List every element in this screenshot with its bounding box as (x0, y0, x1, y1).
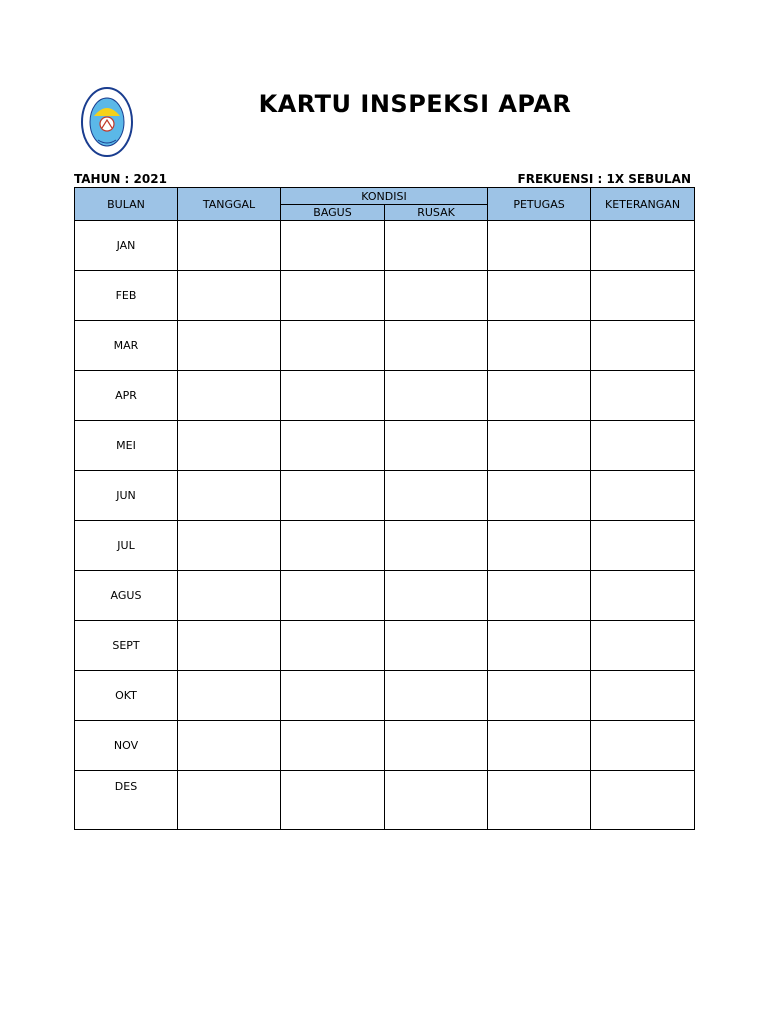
tanggal-cell[interactable] (178, 521, 281, 571)
rusak-cell[interactable] (385, 521, 488, 571)
hospital-logo-emblem-icon (80, 86, 134, 158)
month-cell: JUN (75, 471, 178, 521)
column-header-tanggal: TANGGAL (178, 188, 281, 221)
bagus-cell[interactable] (281, 721, 385, 771)
keterangan-cell[interactable] (591, 271, 695, 321)
tanggal-cell[interactable] (178, 721, 281, 771)
inspection-table (74, 187, 695, 830)
column-header-keterangan: KETERANGAN (591, 188, 695, 221)
tanggal-cell[interactable] (178, 371, 281, 421)
keterangan-cell[interactable] (591, 721, 695, 771)
petugas-cell[interactable] (488, 471, 591, 521)
bagus-cell[interactable] (281, 771, 385, 830)
bagus-cell[interactable] (281, 421, 385, 471)
rusak-cell[interactable] (385, 471, 488, 521)
rusak-cell[interactable] (385, 421, 488, 471)
tanggal-cell[interactable] (178, 671, 281, 721)
rusak-cell[interactable] (385, 571, 488, 621)
month-cell: JAN (75, 221, 178, 271)
keterangan-cell[interactable] (591, 621, 695, 671)
month-cell: JUL (75, 521, 178, 571)
tanggal-cell[interactable] (178, 571, 281, 621)
rusak-cell[interactable] (385, 721, 488, 771)
keterangan-cell[interactable] (591, 771, 695, 830)
keterangan-cell[interactable] (591, 571, 695, 621)
table-row (75, 221, 695, 271)
table-row (75, 521, 695, 571)
bagus-cell[interactable] (281, 671, 385, 721)
petugas-cell[interactable] (488, 571, 591, 621)
table-row (75, 371, 695, 421)
keterangan-cell[interactable] (591, 671, 695, 721)
keterangan-cell[interactable] (591, 321, 695, 371)
petugas-cell[interactable] (488, 271, 591, 321)
rusak-cell[interactable] (385, 271, 488, 321)
month-cell: NOV (75, 721, 178, 771)
petugas-cell[interactable] (488, 771, 591, 830)
keterangan-cell[interactable] (591, 471, 695, 521)
rusak-cell[interactable] (385, 621, 488, 671)
tanggal-cell[interactable] (178, 471, 281, 521)
month-cell: AGUS (75, 571, 178, 621)
table-row (75, 771, 695, 830)
table-row (75, 321, 695, 371)
month-cell: FEB (75, 271, 178, 321)
petugas-cell[interactable] (488, 221, 591, 271)
keterangan-cell[interactable] (591, 371, 695, 421)
month-cell: MEI (75, 421, 178, 471)
petugas-cell[interactable] (488, 521, 591, 571)
rusak-cell[interactable] (385, 321, 488, 371)
table-row (75, 271, 695, 321)
table-row (75, 471, 695, 521)
rusak-cell[interactable] (385, 671, 488, 721)
tanggal-cell[interactable] (178, 221, 281, 271)
petugas-cell[interactable] (488, 621, 591, 671)
frequency-label: FREKUENSI : 1X SEBULAN (517, 172, 691, 186)
keterangan-cell[interactable] (591, 521, 695, 571)
table-row (75, 621, 695, 671)
petugas-cell[interactable] (488, 721, 591, 771)
table-row (75, 571, 695, 621)
month-cell: OKT (75, 671, 178, 721)
tanggal-cell[interactable] (178, 771, 281, 830)
tanggal-cell[interactable] (178, 271, 281, 321)
month-cell: DES (75, 771, 178, 830)
year-label: TAHUN : 2021 (74, 172, 167, 186)
month-cell: APR (75, 371, 178, 421)
column-header-petugas: PETUGAS (488, 188, 591, 221)
petugas-cell[interactable] (488, 321, 591, 371)
column-header-rusak: RUSAK (385, 205, 488, 221)
rusak-cell[interactable] (385, 371, 488, 421)
keterangan-cell[interactable] (591, 421, 695, 471)
column-header-kondisi: KONDISI (281, 188, 488, 205)
keterangan-cell[interactable] (591, 221, 695, 271)
petugas-cell[interactable] (488, 421, 591, 471)
bagus-cell[interactable] (281, 471, 385, 521)
month-cell: SEPT (75, 621, 178, 671)
rusak-cell[interactable] (385, 771, 488, 830)
column-header-bagus: BAGUS (281, 205, 385, 221)
month-cell: MAR (75, 321, 178, 371)
petugas-cell[interactable] (488, 671, 591, 721)
bagus-cell[interactable] (281, 571, 385, 621)
bagus-cell[interactable] (281, 321, 385, 371)
bagus-cell[interactable] (281, 521, 385, 571)
tanggal-cell[interactable] (178, 421, 281, 471)
table-row (75, 721, 695, 771)
bagus-cell[interactable] (281, 621, 385, 671)
table-row (75, 421, 695, 471)
rusak-cell[interactable] (385, 221, 488, 271)
hospital-logo (80, 86, 134, 158)
bagus-cell[interactable] (281, 371, 385, 421)
bagus-cell[interactable] (281, 221, 385, 271)
petugas-cell[interactable] (488, 371, 591, 421)
table-row (75, 671, 695, 721)
page-title: KARTU INSPEKSI APAR (258, 90, 572, 118)
tanggal-cell[interactable] (178, 621, 281, 671)
column-header-bulan: BULAN (75, 188, 178, 221)
bagus-cell[interactable] (281, 271, 385, 321)
tanggal-cell[interactable] (178, 321, 281, 371)
